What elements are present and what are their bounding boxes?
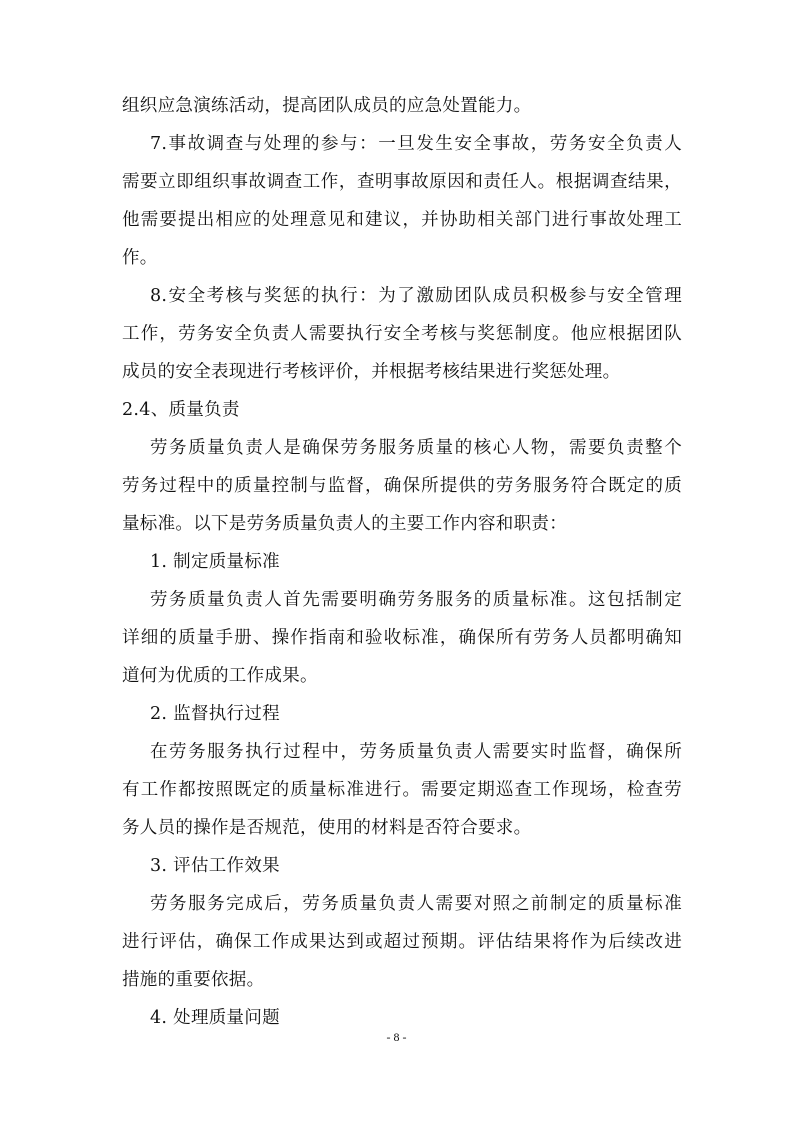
text-line: 量标准。以下是劳务质量负责人的主要工作内容和职责：	[122, 514, 567, 534]
text-line: 工作，劳务安全负责人需要执行安全考核与奖惩制度。他应根据团队	[122, 324, 682, 344]
text-line: 务人员的操作是否规范，使用的材料是否符合要求。	[122, 818, 532, 838]
text-line: 8.安全考核与奖惩的执行：为了激励团队成员积极参与安全管理	[150, 286, 682, 306]
text-line: 劳务过程中的质量控制与监督，确保所提供的劳务服务符合既定的质	[122, 476, 682, 496]
page-number: - 8 -	[386, 1030, 407, 1044]
text-line: 进行评估，确保工作成果达到或超过预期。评估结果将作为后续改进	[122, 932, 682, 952]
text-line: 在劳务服务执行过程中，劳务质量负责人需要实时监督，确保所	[150, 742, 682, 762]
text-line: 措施的重要依据。	[122, 970, 265, 990]
text-line: 道何为优质的工作成果。	[122, 666, 318, 686]
subsection-heading: 1. 制定质量标准	[150, 552, 280, 572]
text-line: 劳务质量负责人是确保劳务服务质量的核心人物，需要负责整个	[150, 438, 682, 458]
text-line: 成员的安全表现进行考核评价，并根据考核结果进行奖惩处理。	[122, 362, 621, 382]
text-line: 劳务服务完成后，劳务质量负责人需要对照之前制定的质量标准	[150, 894, 682, 914]
subsection-heading: 4. 处理质量问题	[150, 1008, 280, 1028]
section-heading: 2.4、质量负责	[122, 400, 240, 420]
subsection-heading: 2. 监督执行过程	[150, 704, 280, 724]
text-line: 有工作都按照既定的质量标准进行。需要定期巡查工作现场，检查劳	[122, 780, 682, 800]
subsection-heading: 3. 评估工作效果	[150, 856, 280, 876]
text-line: 组织应急演练活动，提高团队成员的应急处置能力。	[122, 96, 532, 116]
text-line: 详细的质量手册、操作指南和验收标准，确保所有劳务人员都明确知	[122, 628, 682, 648]
text-line: 作。	[122, 248, 158, 268]
text-line: 他需要提出相应的处理意见和建议，并协助相关部门进行事故处理工	[122, 210, 682, 230]
text-line: 劳务质量负责人首先需要明确劳务服务的质量标准。这包括制定	[150, 590, 682, 610]
text-line: 需要立即组织事故调查工作，查明事故原因和责任人。根据调查结果，	[122, 172, 682, 192]
text-line: 7.事故调查与处理的参与：一旦发生安全事故，劳务安全负责人	[150, 134, 682, 154]
